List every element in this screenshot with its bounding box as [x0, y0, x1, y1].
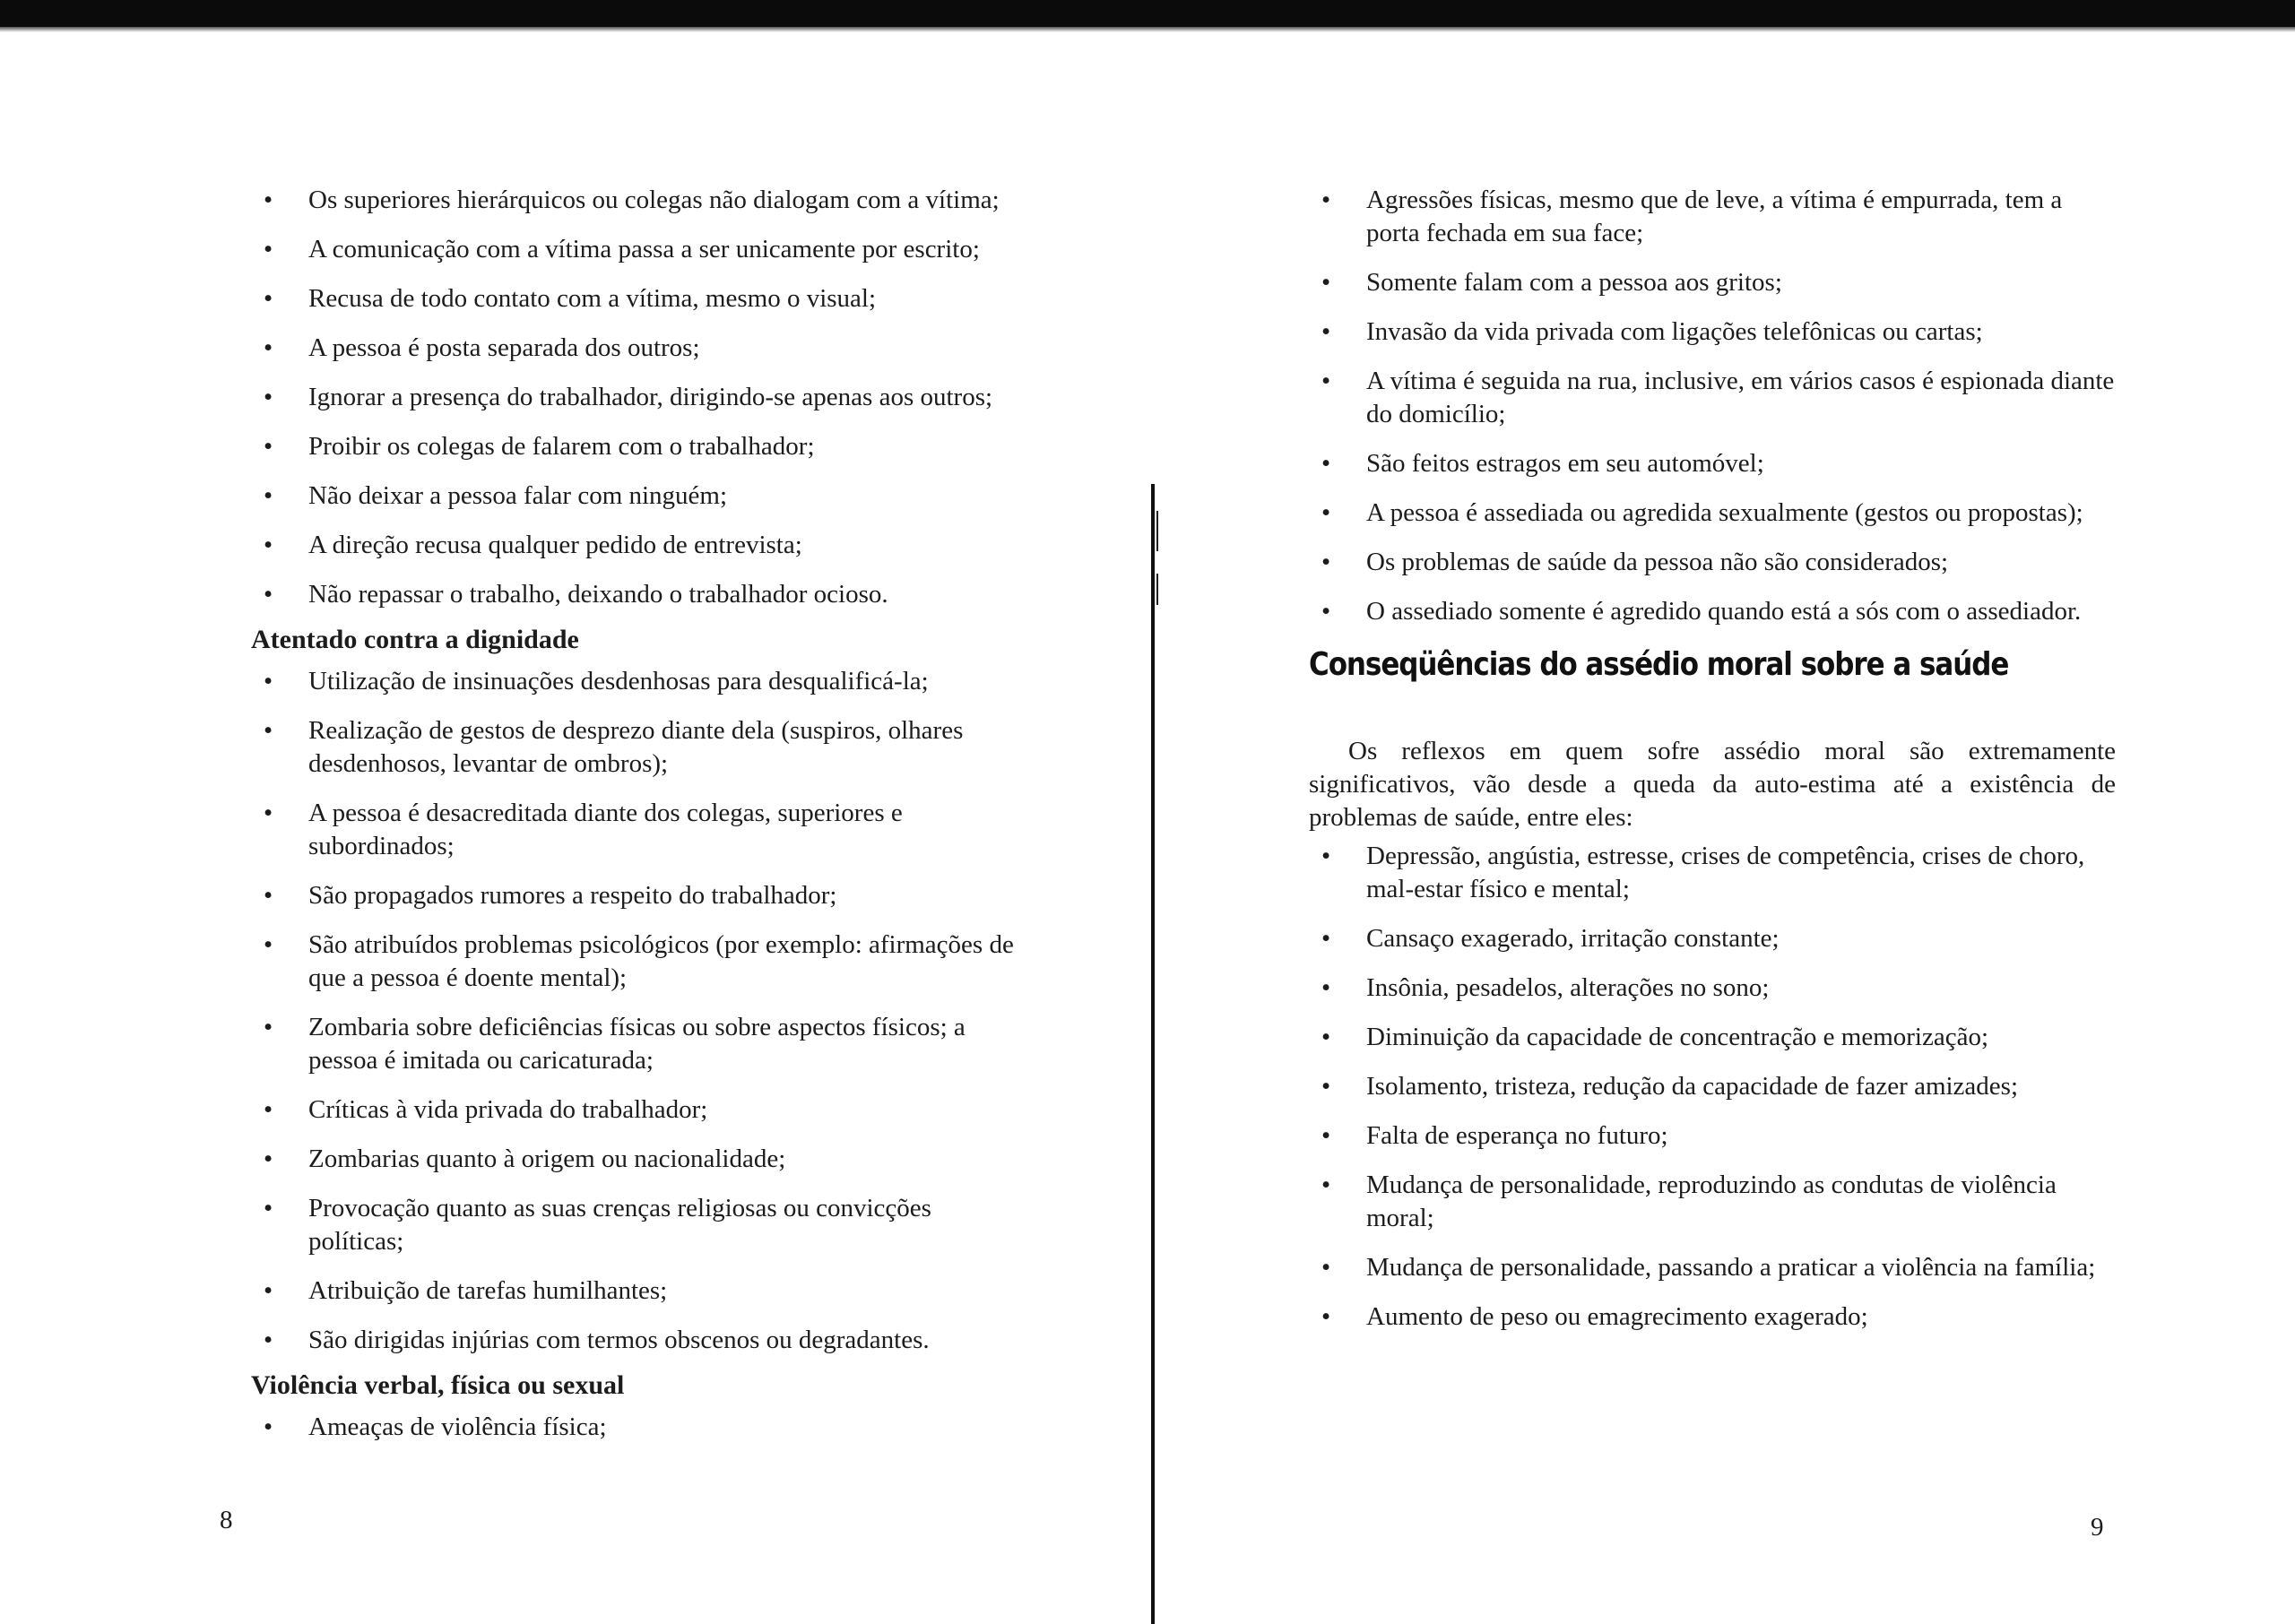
section-title: Conseqüências do assédio moral sobre a saúde: [1309, 646, 2009, 683]
list-item: • São dirigidas injúrias com termos obscenos ou degradantes.: [251, 1324, 1018, 1357]
list-item: • Cansaço exagerado, irritação constante;: [1309, 922, 2116, 955]
violence-list: [251, 1411, 1018, 1444]
right-page: [1309, 184, 2116, 1350]
list-item: • Não deixar a pessoa falar com ninguém;: [251, 479, 1018, 513]
list-item: • Críticas à vida privada do trabalhador;: [251, 1093, 1018, 1127]
list-item: • Não repassar o trabalho, deixando o trabalhador ocioso.: [251, 578, 1018, 611]
list-item: • A comunicação com a vítima passa a ser unicamente por escrito;: [251, 233, 1018, 266]
scan-top-edge: [0, 0, 2295, 27]
list-item: • Somente falam com a pessoa aos gritos;: [1309, 266, 2116, 299]
list-item: • São feitos estragos em seu automóvel;: [1309, 447, 2116, 480]
list-item: • Depressão, angústia, estresse, crises de competência, crises de choro, mal-estar físico e mental;: [1309, 840, 2116, 906]
intro-paragraph: Os reflexos em quem sofre assédio moral são extremamente significativos, vão desde a queda da auto-estima até a existência de problemas de saúde, entre eles:: [1309, 737, 2116, 832]
list-item: • Invasão da vida privada com ligações telefônicas ou cartas;: [1309, 315, 2116, 349]
health-consequences-list: [1309, 840, 2116, 1334]
isolation-list: [251, 184, 1018, 611]
list-item: • Mudança de personalidade, reproduzindo as condutas de violência moral;: [1309, 1169, 2116, 1235]
list-item: • Zombaria sobre deficiências físicas ou sobre aspectos físicos; a pessoa é imitada ou caricaturada;: [251, 1011, 1018, 1077]
list-item: • São propagados rumores a respeito do trabalhador;: [251, 879, 1018, 912]
list-item: • Realização de gestos de desprezo diante dela (suspiros, olhares desdenhosos, levantar de ombros);: [251, 714, 1018, 781]
list-item: • A pessoa é posta separada dos outros;: [251, 332, 1018, 365]
list-item: • A direção recusa qualquer pedido de entrevista;: [251, 529, 1018, 562]
violence-list-continued: [1309, 184, 2116, 628]
section-heading-violence: Violência verbal, física ou sexual: [251, 1370, 625, 1400]
list-item: • Utilização de insinuações desdenhosas para desqualificá-la;: [251, 665, 1018, 698]
list-item: • Zombarias quanto à origem ou nacionalidade;: [251, 1143, 1018, 1176]
section-heading-dignity: Atentado contra a dignidade: [251, 625, 579, 654]
list-item: • Recusa de todo contato com a vítima, mesmo o visual;: [251, 282, 1018, 315]
list-item: • Provocação quanto as suas crenças religiosas ou convicções políticas;: [251, 1192, 1018, 1258]
list-item: • Proibir os colegas de falarem com o trabalhador;: [251, 430, 1018, 463]
list-item: • Atribuição de tarefas humilhantes;: [251, 1274, 1018, 1308]
list-item: • Aumento de peso ou emagrecimento exagerado;: [1309, 1300, 2116, 1334]
left-page: [251, 184, 1018, 1460]
gutter-mark: [1156, 511, 1158, 551]
list-item: • A pessoa é assediada ou agredida sexualmente (gestos ou propostas);: [1309, 497, 2116, 530]
page-number-left: 8: [220, 1506, 233, 1534]
list-item: • Ignorar a presença do trabalhador, dirigindo-se apenas aos outros;: [251, 381, 1018, 414]
list-item: • Isolamento, tristeza, redução da capacidade de fazer amizades;: [1309, 1070, 2116, 1103]
book-gutter: [1151, 484, 1155, 1624]
list-item: • Diminuição da capacidade de concentração e memorização;: [1309, 1021, 2116, 1054]
list-item: • A pessoa é desacreditada diante dos colegas, superiores e subordinados;: [251, 797, 1018, 863]
list-item: • São atribuídos problemas psicológicos (por exemplo: afirmações de que a pessoa é doente mental);: [251, 929, 1018, 995]
list-item: • Os superiores hierárquicos ou colegas não dialogam com a vítima;: [251, 184, 1018, 217]
scan-top-shadow: [0, 27, 2295, 32]
list-item: • O assediado somente é agredido quando está a sós com o assediador.: [1309, 595, 2116, 628]
list-item: • Ameaças de violência física;: [251, 1411, 1018, 1444]
list-item: • Insônia, pesadelos, alterações no sono;: [1309, 972, 2116, 1005]
page-number-right: 9: [2091, 1513, 2104, 1542]
list-item: • A vítima é seguida na rua, inclusive, em vários casos é espionada diante do domicílio;: [1309, 365, 2116, 431]
list-item: • Mudança de personalidade, passando a praticar a violência na família;: [1309, 1251, 2116, 1284]
dignity-list: [251, 665, 1018, 1357]
list-item: • Falta de esperança no futuro;: [1309, 1119, 2116, 1153]
gutter-mark: [1156, 574, 1158, 605]
list-item: • Os problemas de saúde da pessoa não são considerados;: [1309, 546, 2116, 579]
list-item: • Agressões físicas, mesmo que de leve, a vítima é empurrada, tem a porta fechada em sua face;: [1309, 184, 2116, 250]
